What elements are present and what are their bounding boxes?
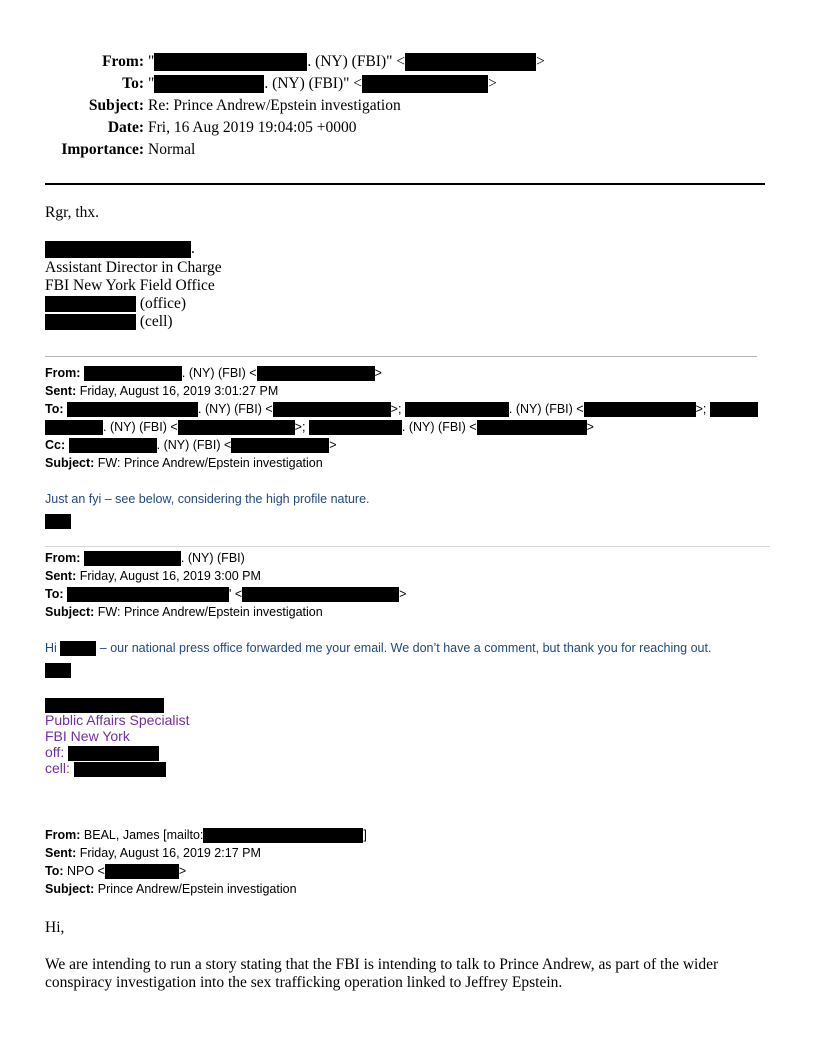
msg2-subject-row: Subject: FW: Prince Andrew/Epstein investigation xyxy=(45,605,323,619)
redaction-block xyxy=(405,53,536,71)
msg2-signature-office: FBI New York xyxy=(45,728,130,744)
reply-signature-cell-phone: (cell) xyxy=(45,313,173,331)
reply-signature-office: FBI New York Field Office xyxy=(45,277,215,294)
redaction-block xyxy=(273,402,391,417)
msg2-signature-off: off: xyxy=(45,744,159,761)
header-from-label: From: xyxy=(102,53,144,70)
redaction-block xyxy=(242,587,399,602)
redaction-block xyxy=(710,402,758,417)
msg3-body-line2: conspiracy investigation into the sex trafficking operation linked to Jeffrey Epstein. xyxy=(45,974,563,991)
header-from-close: > xyxy=(536,53,545,70)
msg2-body: Hi – our national press office forwarded me your email. We don’t have a comment, but thank you for reaching out. xyxy=(45,641,712,655)
header-importance-label: Importance: xyxy=(61,141,144,158)
reply-signature-title: Assistant Director in Charge xyxy=(45,259,222,276)
msg1-cc-row: Cc: . (NY) (FBI) < > xyxy=(45,438,337,452)
redaction-block xyxy=(154,53,307,71)
msg2-sent-row: Sent: Friday, August 16, 2019 3:00 PM xyxy=(45,569,261,583)
redaction-block xyxy=(105,864,179,879)
redaction-block xyxy=(154,75,264,93)
redaction-block xyxy=(84,551,181,566)
redaction-block xyxy=(45,698,164,713)
header-to-label: To: xyxy=(122,75,144,92)
redaction-block xyxy=(45,241,191,258)
header-to-text: . (NY) (FBI)" < xyxy=(264,75,363,92)
msg3-from-row: From: BEAL, James [mailto: ] xyxy=(45,828,367,842)
redaction-block xyxy=(45,314,136,330)
redaction-block xyxy=(68,746,159,761)
msg2-signature-cell: cell: xyxy=(45,760,166,777)
header-subject-row xyxy=(0,95,816,117)
msg3-sent-row: Sent: Friday, August 16, 2019 2:17 PM xyxy=(45,846,261,860)
msg1-signature xyxy=(45,512,71,530)
msg3-to-row: To: NPO < > xyxy=(45,864,187,878)
redaction-block xyxy=(45,514,71,529)
header-date-value: Fri, 16 Aug 2019 19:04:05 +0000 xyxy=(148,119,357,136)
header-from-quote: " xyxy=(148,53,155,70)
redaction-block xyxy=(231,438,329,453)
redaction-block xyxy=(178,420,295,435)
msg2-sign-off xyxy=(45,661,71,679)
reply-signature-office-phone: (office) xyxy=(45,295,186,313)
redaction-block xyxy=(257,366,375,381)
msg1-subject-row: Subject: FW: Prince Andrew/Epstein investigation xyxy=(45,456,323,470)
redaction-block xyxy=(69,438,157,453)
header-to-quote: " xyxy=(148,75,155,92)
redaction-block xyxy=(405,402,509,417)
redaction-block xyxy=(45,296,136,312)
msg2-to-row: To: ' < > xyxy=(45,587,407,601)
message-divider xyxy=(45,546,770,547)
redaction-block xyxy=(74,762,166,777)
msg2-from-row: From: . (NY) (FBI) xyxy=(45,551,245,565)
msg1-body: Just an fyi – see below, considering the high profile nature. xyxy=(45,492,370,506)
header-to-close: > xyxy=(488,75,497,92)
header-subject-value: Re: Prince Andrew/Epstein investigation xyxy=(148,97,401,114)
reply-body: Rgr, thx. xyxy=(45,204,100,221)
header-subject-label: Subject: xyxy=(88,97,144,114)
msg1-from-row: From: . (NY) (FBI) < > xyxy=(45,366,382,380)
redaction-block xyxy=(309,420,402,435)
msg3-subject-row: Subject: Prince Andrew/Epstein investigation xyxy=(45,882,297,896)
redaction-block xyxy=(67,587,229,602)
msg1-sent-row: Sent: Friday, August 16, 2019 3:01:27 PM xyxy=(45,384,279,398)
header-date-label: Date: xyxy=(107,119,144,136)
redaction-block xyxy=(362,75,488,93)
redaction-block xyxy=(84,366,182,381)
redaction-block xyxy=(584,402,696,417)
header-from-row xyxy=(0,51,816,73)
redaction-block xyxy=(477,420,587,435)
msg1-to-row: To: . (NY) (FBI) < >; . (NY) (FBI) < >; xyxy=(45,402,758,417)
header-importance-value: Normal xyxy=(148,141,196,158)
redaction-block xyxy=(60,641,96,656)
msg1-to-row-cont: . (NY) (FBI) < >; . (NY) (FBI) < > xyxy=(45,420,594,435)
header-divider xyxy=(45,183,765,185)
header-to-row xyxy=(0,73,816,95)
header-date-row xyxy=(0,117,816,139)
message-divider xyxy=(45,356,757,357)
msg3-body-line1: We are intending to run a story stating that the FBI is intending to talk to Prince Andrew, as part of the wider xyxy=(45,956,719,973)
header-from-text: . (NY) (FBI)" < xyxy=(307,53,406,70)
msg2-signature-title: Public Affairs Specialist xyxy=(45,712,190,728)
reply-signature-name: . xyxy=(45,240,195,258)
msg3-greeting: Hi, xyxy=(45,919,65,936)
redaction-block xyxy=(45,663,71,678)
redaction-block xyxy=(203,828,363,843)
header-importance-row xyxy=(0,139,816,161)
redaction-block xyxy=(45,420,103,435)
redaction-block xyxy=(67,402,198,417)
